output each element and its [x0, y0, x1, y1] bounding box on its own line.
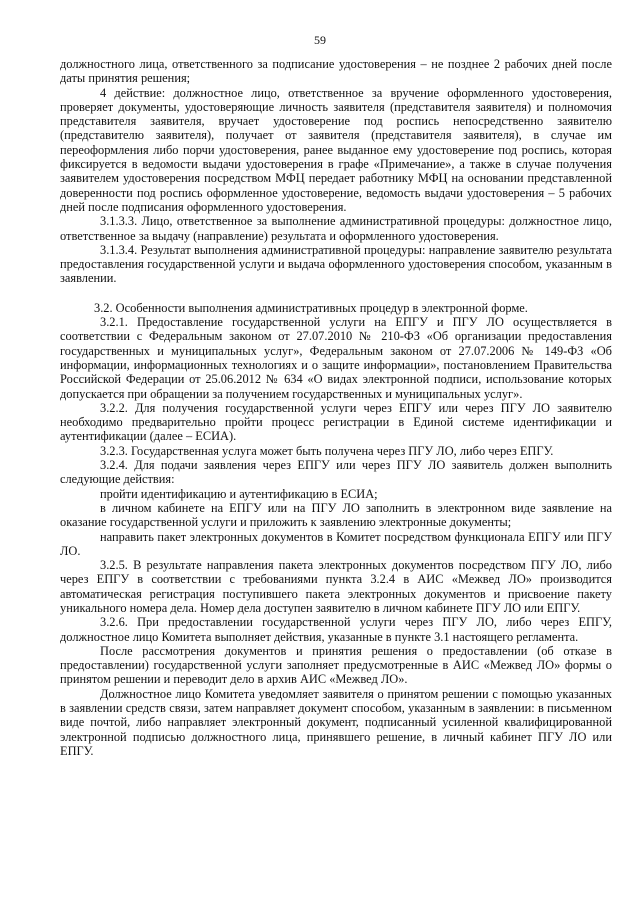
page-number: 59 [314, 33, 326, 47]
section-gap [60, 286, 612, 301]
paragraph-3-2-3: 3.2.3. Государственная услуга может быть получена через ПГУ ЛО, либо через ЕПГУ. [100, 443, 554, 458]
list-item-send-package: направить пакет электронных документов в Комитет посредством функционала ЕПГУ или ПГУ ЛО. [60, 529, 612, 558]
paragraph-3-1-3-3: 3.1.3.3. Лицо, ответственное за выполнение административной процедуры: должностное лицо, ответственное за выдачу (направление) результата и оформленного удостоверения. [60, 214, 612, 243]
paragraph-3-2-6: 3.2.6. При предоставлении государственной услуги через ПГУ ЛО, либо через ЕПГУ, должностное лицо Комитета выполняет действия, указанные в пункте 3.1 настоящего регламента. [60, 615, 612, 644]
paragraph-after-review: После рассмотрения документов и принятия решения о предоставлении (об отказе в предоставлении) государственной услуги заполняет предусмотренные в АИС «Межвед ЛО» формы о принятом решении и переводит дело в архив АИС «Межвед ЛО». [60, 643, 612, 687]
paragraph-action-4: 4 действие: должностное лицо, ответственное за вручение оформленного удостоверения, проверяет документы, удостоверяющие личность заявителя (представителя заявителя) и полномочия представителя заявителя, вручает удостоверение под роспись непосредственно заявителю (представителю заявителя), получает от заявителя (представителя заявителя), в случае им переоформления либо порчи удостоверения, ранее выданное ему удостоверение под роспись, которая фиксируется в ведомости выдачи удостоверения в графе «Примечание», а также в случае получения заявителем удостоверения посредством МФЦ передает работнику МФЦ на основании представленной доверенности под роспись оформленное удостоверение, ведомость выдачи удостоверения – 5 рабочих дней после подписания оформленного удостоверения. [60, 85, 612, 214]
paragraph-3-2-4: 3.2.4. Для подачи заявления через ЕПГУ или через ПГУ ЛО заявитель должен выполнить следующие действия: [60, 458, 612, 487]
paragraph-3-2-5: 3.2.5. В результате направления пакета электронных документов посредством ПГУ ЛО, либо через ЕПГУ в соответствии с требованиями пункта 3.2.4 в АИС «Межвед ЛО» производится автоматическая регистрация поступившего пакета электронных документов и присвоение пакету уникального номера дела. Номер дела доступен заявителю в личном кабинете ПГУ ЛО или ЕПГУ. [60, 558, 612, 615]
paragraph-3-2-1: 3.2.1. Предоставление государственной услуги на ЕПГУ и ПГУ ЛО осуществляется в соответствии с Федеральным законом от 27.07.2010 № 210-ФЗ «Об организации предоставления государственных и муниципальных услуг», Федеральным законом от 27.07.2006 № 149-ФЗ «Об информации, информационных технологиях и о защите информации», постановлением Правительства Российской Федерации от 25.06.2012 № 634 «О видах электронной подписи, использование которых допускается при обращении за получением государственных и муниципальных услуг». [60, 315, 612, 401]
paragraph-3-1-3-4: 3.1.3.4. Результат выполнения административной процедуры: направление заявителю результата предоставления государственной услуги и выдача оформленного удостоверения способом, указанным в заявлении. [60, 242, 612, 286]
paragraph-3-2-2: 3.2.2. Для получения государственной услуги через ЕПГУ или через ПГУ ЛО заявителю необходимо предварительно пройти процесс регистрации в Единой системе идентификации и аутентификации (далее – ЕСИА). [60, 400, 612, 444]
page-body [60, 57, 612, 758]
list-item-esia: пройти идентификацию и аутентификацию в ЕСИА; [100, 486, 378, 501]
list-item-cabinet: в личном кабинете на ЕПГУ или на ПГУ ЛО заполнить в электронном виде заявление на оказание государственной услуги и приложить к заявлению электронные документы; [60, 500, 612, 530]
section-heading-3-2: 3.2. Особенности выполнения административных процедур в электронной форме. [94, 300, 528, 315]
paragraph-continuation: должностного лица, ответственного за подписание удостоверения – не позднее 2 рабочих дней после даты принятия решения; [60, 57, 612, 86]
paragraph-notification: Должностное лицо Комитета уведомляет заявителя о принятом решении с помощью указанных в заявлении средств связи, затем направляет документ способом, указанным в заявлении: в письменном виде почтой, либо направляет электронный документ, подписанный усиленной квалифицированной электронной подписью должностного лица, принявшего решение, в личный кабинет ПГУ ЛО или ЕПГУ. [60, 686, 612, 758]
